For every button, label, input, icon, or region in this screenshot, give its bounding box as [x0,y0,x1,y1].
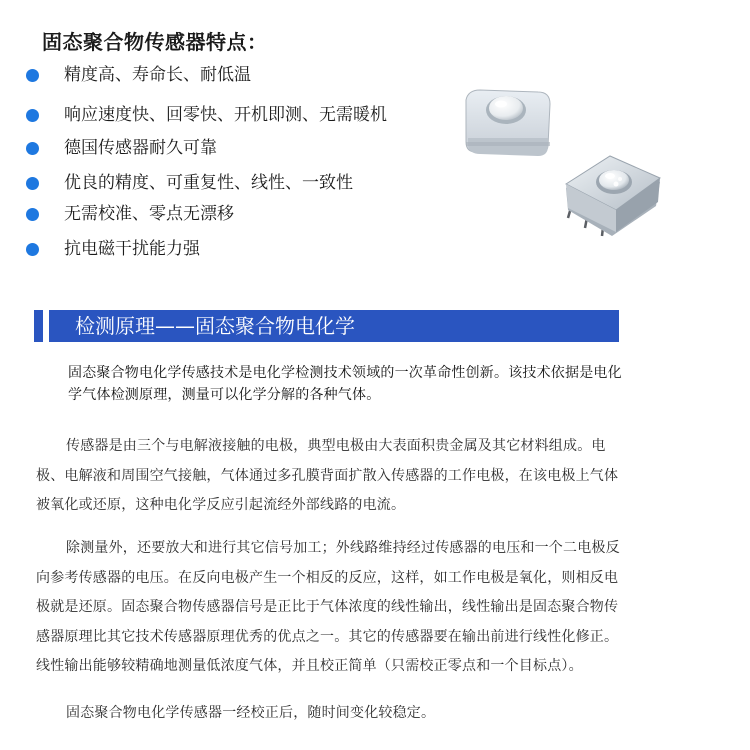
section-accent [34,310,43,342]
bullet-icon [26,69,39,82]
sensor-image [458,80,558,160]
section-title: 检测原理——固态聚合物电化学 [75,314,355,338]
feature-label: 德国传感器耐久可靠 [64,138,217,158]
bullet-icon [26,177,39,190]
bullet-icon [26,142,39,155]
bullet-icon [26,208,39,221]
feature-label: 无需校准、零点无漂移 [64,204,234,224]
section-header [34,310,619,342]
intro-paragraph: 固态聚合物电化学传感技术是电化学检测技术领域的一次革命性创新。该技术依据是电化学气体检测原理，测量可以化学分解的各种气体。 [68,365,622,403]
feature-label: 优良的精度、可重复性、线性、一致性 [64,173,353,193]
page-title: 固态聚合物传感器特点： [42,30,268,54]
body-paragraph: 固态聚合物电化学传感器一经校正后，随时间变化较稳定。 [66,705,436,721]
feature-label: 精度高、寿命长、耐低温 [64,65,251,85]
body-paragraph: 除测量外，还要放大和进行其它信号加工；外线路维持经过传感器的电压和一个二电极反向参考传感器的电压。在反向电极产生一个相反的反应，这样，如工作电极是氧化，则相反电极就是还原。固态聚合物传感器信号是正比于气体浓度的线性输出，线性输出是固态聚合物传感器原理比其它技术传感器原理优秀的优点之一。其它的传感器要在输出前进行线性化修正。线性输出能够较精确地测量低浓度气体，并且校正简单（只需校正零点和一个目标点）。 [36,540,620,674]
body-paragraph: 传感器是由三个与电解液接触的电极，典型电极由大表面积贵金属及其它材料组成。电极、电解液和周围空气接触，气体通过多孔膜背面扩散入传感器的工作电极，在该电极上气体被氧化或还原，这种电化学反应引起流经外部线路的电流。 [36,438,619,513]
bullet-icon [26,109,39,122]
feature-label: 抗电磁干扰能力强 [64,239,200,259]
bullet-icon [26,243,39,256]
sensor-image [560,152,665,244]
section-title-bar [49,310,619,342]
feature-label: 响应速度快、回零快、开机即测、无需暖机 [64,105,387,125]
